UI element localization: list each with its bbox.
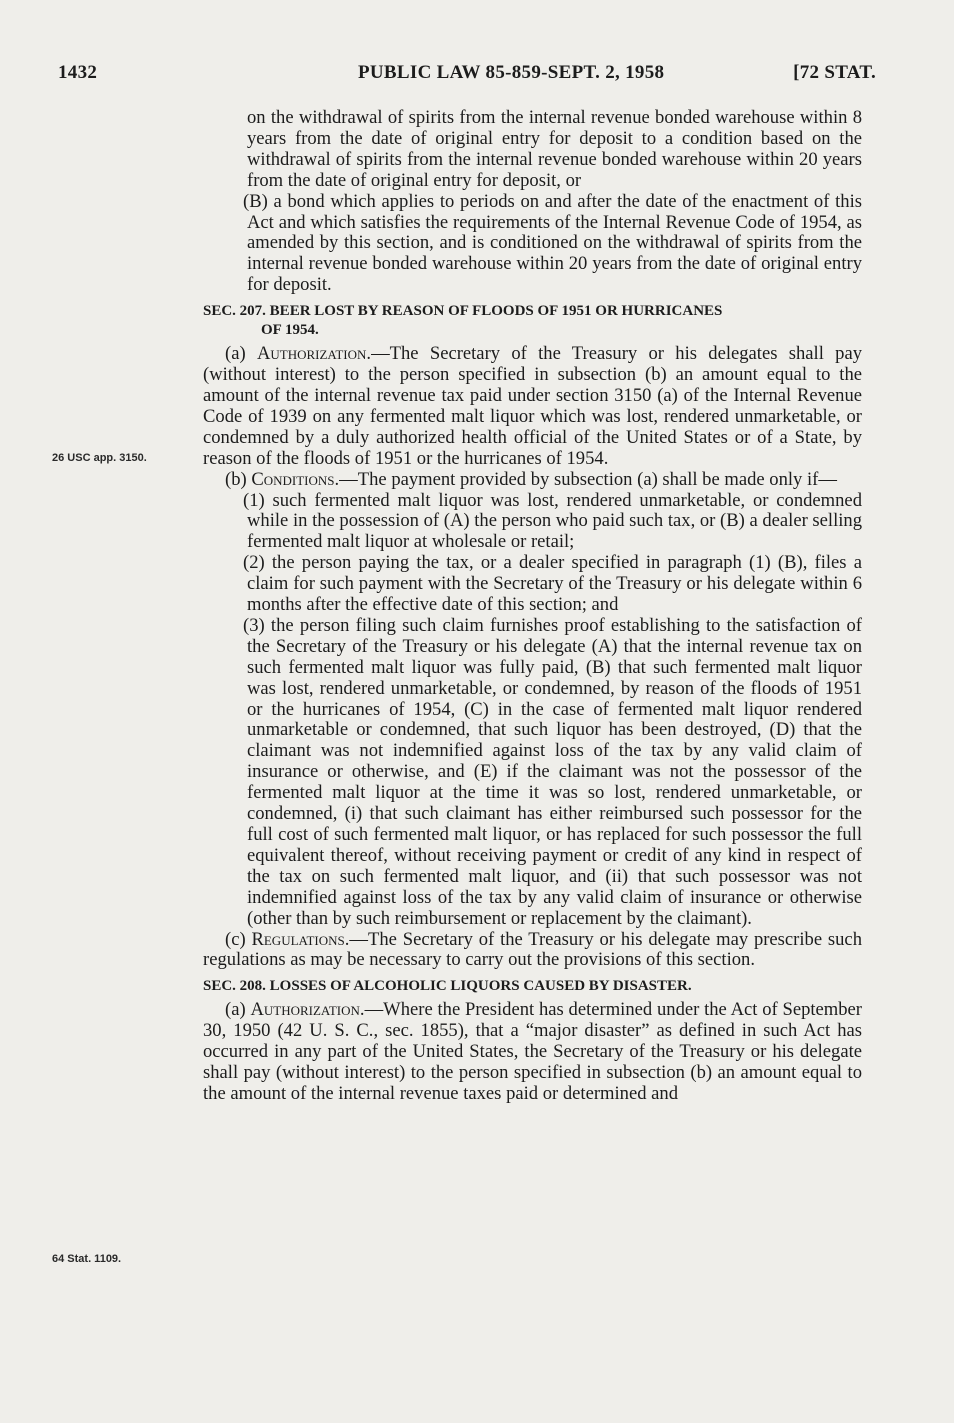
subsection-c-caption: Regulations. bbox=[251, 928, 350, 950]
subsection-b-label: (b) bbox=[225, 468, 252, 490]
subsection-c bbox=[203, 930, 862, 972]
subsection-b bbox=[203, 470, 862, 491]
margin-note-stat: 64 Stat. 1109. bbox=[52, 1253, 122, 1265]
subsection-a bbox=[203, 344, 862, 469]
subsection-b-caption: Conditions. bbox=[251, 468, 340, 490]
paragraph-b3: (3) the person filing such claim furnishes proof establishing to the satisfaction of the Secretary of the Treasury or his delegate (A) that the internal revenue tax on such fermented malt liquor was fully paid, (B) that such fermented malt liquor was lost, rendered unmarketable, or condemned, by reason of the floods of 1951 or the hurricanes of 1954, (C) in the case of fermented malt liquor rendered unmarketable or condemned, that such liquor has been destroyed, (D) that the claimant was not indemnified against loss of the tax by any valid claim of insurance or otherwise, and (E) if the claimant was not the possessor of the fermented malt liquor at the time it was so lost, rendered unmarketable, or condemned, (i) that such claimant has either reimbursed such possessor for the full cost of such fermented malt liquor, or has replaced for such possessor the full equivalent thereof, without receiving payment or credit of any kind in respect of the tax on such fermented malt liquor, and (ii) that such possessor was not indemnified against loss of the tax by any valid claim of insurance or otherwise (other than by such reimbursement or replacement by the claimant). bbox=[243, 614, 862, 929]
section-208-heading: SEC. 208. LOSSES OF ALCOHOLIC LIQUORS CAUSED BY DISASTER. bbox=[203, 978, 692, 995]
section-207-title-cont: OF 1954. bbox=[261, 322, 319, 339]
paragraph-b2: (2) the person paying the tax, or a dealer specified in paragraph (1) (B), files a claim for such payment with the Secretary of the Treasury or his delegate within 6 months after the effective date of this section; and bbox=[243, 552, 862, 616]
subsection-a-label: (a) bbox=[225, 343, 257, 365]
section-207-heading bbox=[203, 302, 862, 340]
paragraph-continued: on the withdrawal of spirits from the internal revenue bonded warehouse within 8 years from the date of original entry for deposit to a condition based on the withdrawal of spirits from the internal revenue bonded warehouse within 20 years from the date of original entry for deposit, or bbox=[247, 107, 862, 191]
subsection-a-text: —The Secretary of the Treasury or his delegates shall pay (without interest) to the person specified in subsection (b) an amount equal to the amount of the internal revenue tax paid under section 3150 (a) of the Internal Revenue Code of 1939 on any fermented malt liquor which was lost, rendered unmarketable, or condemned by a duly authorized health official of the United States or of a State, by reason of the floods of 1951 or the hurricanes of 1954. bbox=[203, 343, 862, 469]
subsection-c-label: (c) bbox=[225, 928, 252, 950]
subsection-c-text: —The Secretary of the Treasury or his delegate may prescribe such regulations as may be necessary to carry out the provisions of this section. bbox=[203, 928, 862, 971]
body-text bbox=[203, 108, 862, 1105]
section-208-a-label: (a) bbox=[225, 999, 251, 1021]
subsection-b-text: —The payment provided by subsection (a) shall be made only if— bbox=[339, 468, 837, 490]
section-208-a-caption: Authorization. bbox=[250, 999, 365, 1021]
paragraph-b-bond: (B) a bond which applies to periods on and after the date of the enactment of this Act and which satisfies the requirements of the Internal Revenue Code of 1954, as amended by this section, and is conditioned on the withdrawal of spirits from the internal revenue bonded warehouse within 20 years from the date of original entry for deposit. bbox=[243, 190, 862, 296]
paragraph-b1: (1) such fermented malt liquor was lost, rendered unmarketable, or condemned while in the possession of (A) the person who paid such tax, or (B) a dealer selling fermented malt liquor at wholesale or retail; bbox=[243, 489, 863, 553]
section-208-a-text: —Where the President has determined under the Act of September 30, 1950 (42 U. S. C., sec. 1855), that a “major disaster” as defined in such Act has occurred in any part of the United States, the Secretary of the Treasury or his delegate shall pay (without interest) to the person specified in subsection (b) an amount equal to the amount of the internal revenue taxes paid or determined and bbox=[203, 999, 862, 1104]
margin-note-usc: 26 USC app. 3150. bbox=[52, 452, 147, 464]
statute-reference: [72 STAT. bbox=[793, 62, 876, 83]
running-header bbox=[58, 62, 876, 90]
page-title: PUBLIC LAW 85-859-SEPT. 2, 1958 bbox=[358, 62, 665, 83]
page-number: 1432 bbox=[58, 62, 98, 83]
section-208-subsection-a bbox=[203, 1000, 862, 1105]
section-207-title: SEC. 207. BEER LOST BY REASON OF FLOODS OF 1951 OR HURRICANES bbox=[203, 303, 723, 320]
subsection-a-caption: Authorization. bbox=[256, 343, 372, 365]
